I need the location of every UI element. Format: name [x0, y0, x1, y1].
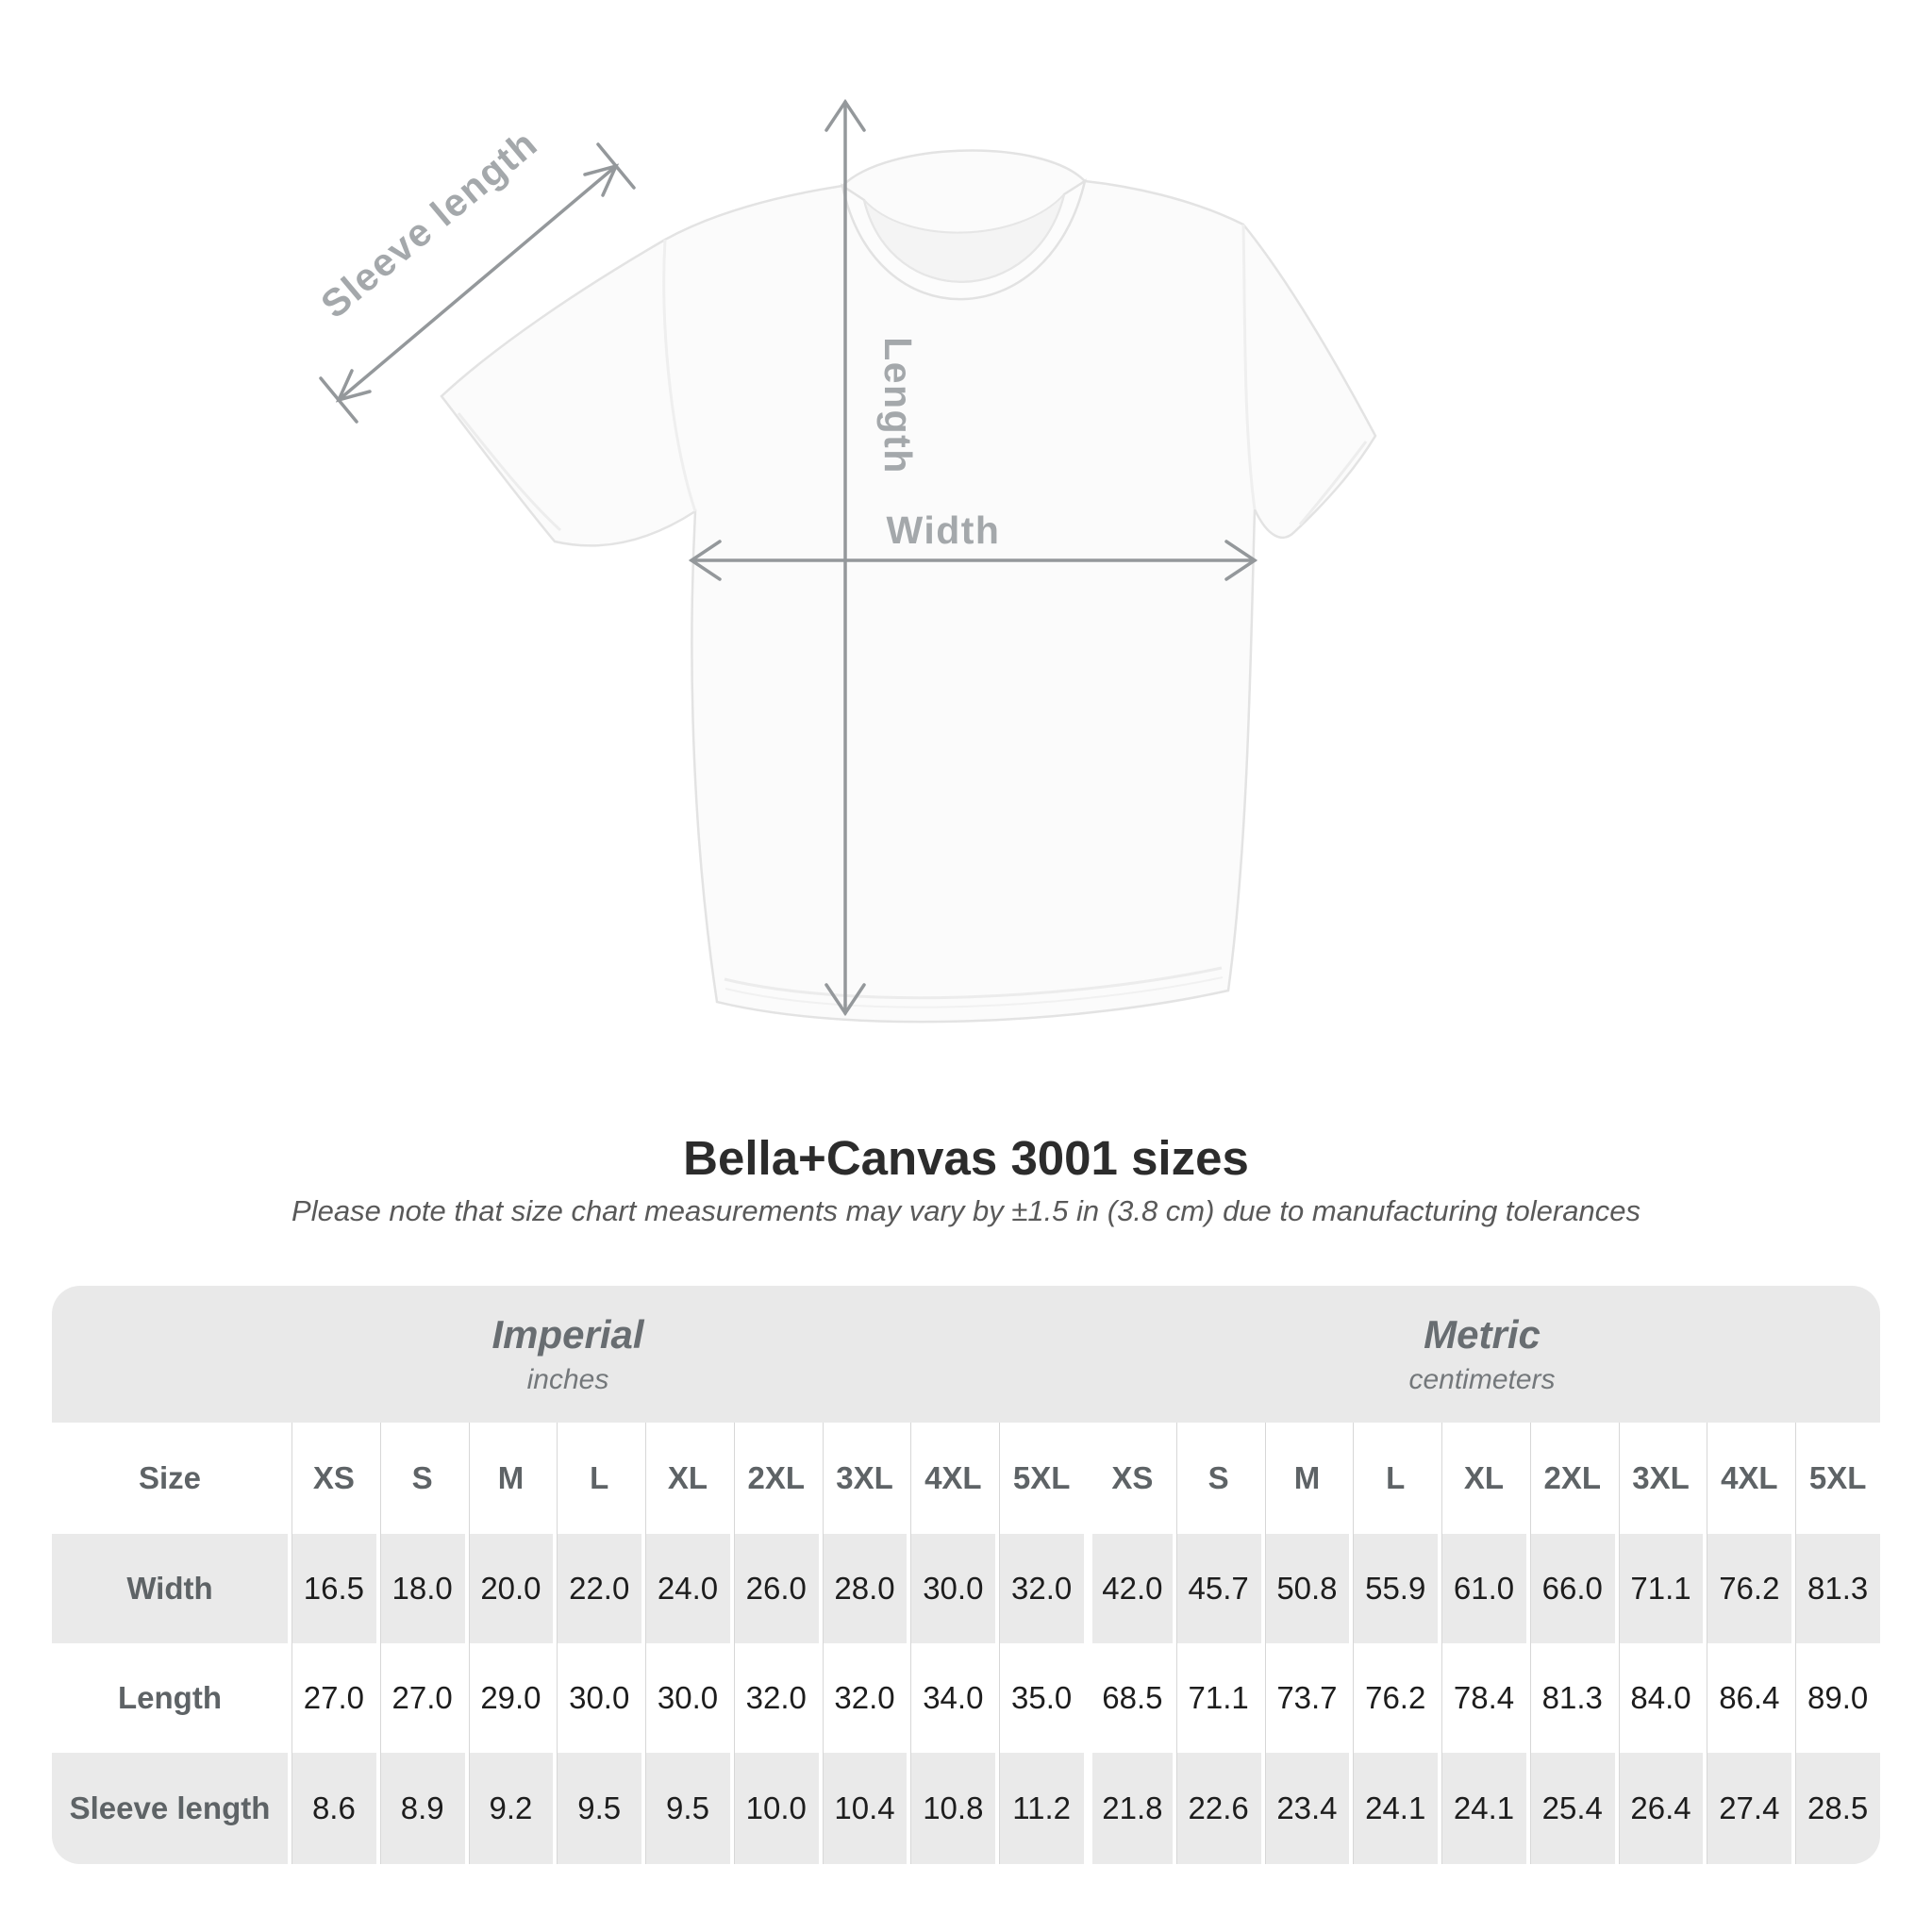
table-cell: 9.5 — [553, 1753, 641, 1864]
table-cell: 32.0 — [819, 1643, 908, 1753]
table-cell: 76.2 — [1703, 1534, 1791, 1643]
table-cell: 26.0 — [730, 1534, 819, 1643]
table-cell: 32.0 — [730, 1643, 819, 1753]
table-cell: 81.3 — [1791, 1534, 1880, 1643]
table-cell: 23.4 — [1261, 1753, 1350, 1864]
table-cell: 68.5 — [1084, 1643, 1173, 1753]
table-cell: 55.9 — [1349, 1534, 1438, 1643]
table-cell: 32.0 — [995, 1534, 1084, 1643]
sleeve-length-label: Sleeve length — [312, 121, 546, 327]
size-header-cell: L — [1349, 1423, 1438, 1534]
length-label: Length — [876, 337, 920, 475]
table-cell: 21.8 — [1084, 1753, 1173, 1864]
imperial-unit: inches — [526, 1364, 609, 1395]
table-cell: 20.0 — [465, 1534, 554, 1643]
table-cell: 71.1 — [1173, 1643, 1261, 1753]
size-header-row — [52, 1423, 1880, 1534]
table-cell: 84.0 — [1615, 1643, 1704, 1753]
imperial-title: Imperial — [491, 1312, 644, 1357]
size-header-cell: 5XL — [1791, 1423, 1880, 1534]
page-subtitle: Please note that size chart measurements may vary by ±1.5 in (3.8 cm) due to manufacturing tolerances — [291, 1194, 1641, 1227]
size-column-header: Size — [52, 1423, 288, 1534]
table-cell: 71.1 — [1615, 1534, 1704, 1643]
table-cell: 24.1 — [1349, 1753, 1438, 1864]
table-cell: 76.2 — [1349, 1643, 1438, 1753]
size-header-cell: S — [1173, 1423, 1261, 1534]
table-cell: 89.0 — [1791, 1643, 1880, 1753]
table-cell: 9.2 — [465, 1753, 554, 1864]
table-cell: 9.5 — [641, 1753, 730, 1864]
table-cell: 28.5 — [1791, 1753, 1880, 1864]
metric-title: Metric — [1424, 1312, 1541, 1357]
table-cell: 16.5 — [288, 1534, 376, 1643]
imperial-group-header — [52, 1286, 1084, 1423]
table-cell: 18.0 — [376, 1534, 465, 1643]
size-header-cell: M — [1261, 1423, 1350, 1534]
table-cell: 11.2 — [995, 1753, 1084, 1864]
table-cell: 25.4 — [1526, 1753, 1615, 1864]
table-cell: 26.4 — [1615, 1753, 1704, 1864]
sleeve-length-row — [52, 1753, 1880, 1864]
table-cell: 66.0 — [1526, 1534, 1615, 1643]
table-cell: 22.0 — [553, 1534, 641, 1643]
page-title: Bella+Canvas 3001 sizes — [683, 1131, 1249, 1185]
table-cell: 10.8 — [907, 1753, 995, 1864]
size-header-cell: 5XL — [995, 1423, 1084, 1534]
table-cell: 27.0 — [288, 1643, 376, 1753]
size-header-cell: 3XL — [1615, 1423, 1704, 1534]
table-cell: 73.7 — [1261, 1643, 1350, 1753]
table-cell: 34.0 — [907, 1643, 995, 1753]
table-cell: 27.4 — [1703, 1753, 1791, 1864]
row-label: Width — [52, 1534, 288, 1643]
size-header-cell: 2XL — [730, 1423, 819, 1534]
size-header-cell: XS — [1084, 1423, 1173, 1534]
table-cell: 35.0 — [995, 1643, 1084, 1753]
table-cell: 61.0 — [1438, 1534, 1526, 1643]
size-header-cell: 4XL — [1703, 1423, 1791, 1534]
table-cell: 10.0 — [730, 1753, 819, 1864]
size-header-cell: 3XL — [819, 1423, 908, 1534]
size-header-cell: 2XL — [1526, 1423, 1615, 1534]
size-header-cell: M — [465, 1423, 554, 1534]
table-cell: 24.0 — [641, 1534, 730, 1643]
table-cell: 28.0 — [819, 1534, 908, 1643]
unit-group-header — [52, 1286, 1880, 1423]
table-cell: 45.7 — [1173, 1534, 1261, 1643]
tshirt-illustration — [441, 151, 1375, 1023]
table-cell: 42.0 — [1084, 1534, 1173, 1643]
length-row — [52, 1643, 1880, 1753]
table-cell: 78.4 — [1438, 1643, 1526, 1753]
size-header-cell: 4XL — [907, 1423, 995, 1534]
row-label: Sleeve length — [52, 1753, 288, 1864]
size-header-cell: XL — [1438, 1423, 1526, 1534]
table-cell: 10.4 — [819, 1753, 908, 1864]
width-label: Width — [886, 508, 1001, 552]
metric-unit: centimeters — [1408, 1364, 1556, 1395]
size-header-cell: XS — [288, 1423, 376, 1534]
size-table — [52, 1286, 1880, 1864]
width-row — [52, 1534, 1880, 1643]
table-cell: 86.4 — [1703, 1643, 1791, 1753]
table-cell: 81.3 — [1526, 1643, 1615, 1753]
table-cell: 8.9 — [376, 1753, 465, 1864]
table-cell: 8.6 — [288, 1753, 376, 1864]
row-label: Length — [52, 1643, 288, 1753]
table-cell: 22.6 — [1173, 1753, 1261, 1864]
size-header-cell: L — [553, 1423, 641, 1534]
table-cell: 30.0 — [907, 1534, 995, 1643]
table-cell: 50.8 — [1261, 1534, 1350, 1643]
size-header-cell: S — [376, 1423, 465, 1534]
table-cell: 27.0 — [376, 1643, 465, 1753]
table-cell: 24.1 — [1438, 1753, 1526, 1864]
table-cell: 30.0 — [553, 1643, 641, 1753]
table-cell: 29.0 — [465, 1643, 554, 1753]
size-header-cell: XL — [641, 1423, 730, 1534]
table-cell: 30.0 — [641, 1643, 730, 1753]
metric-group-header — [1084, 1286, 1880, 1423]
